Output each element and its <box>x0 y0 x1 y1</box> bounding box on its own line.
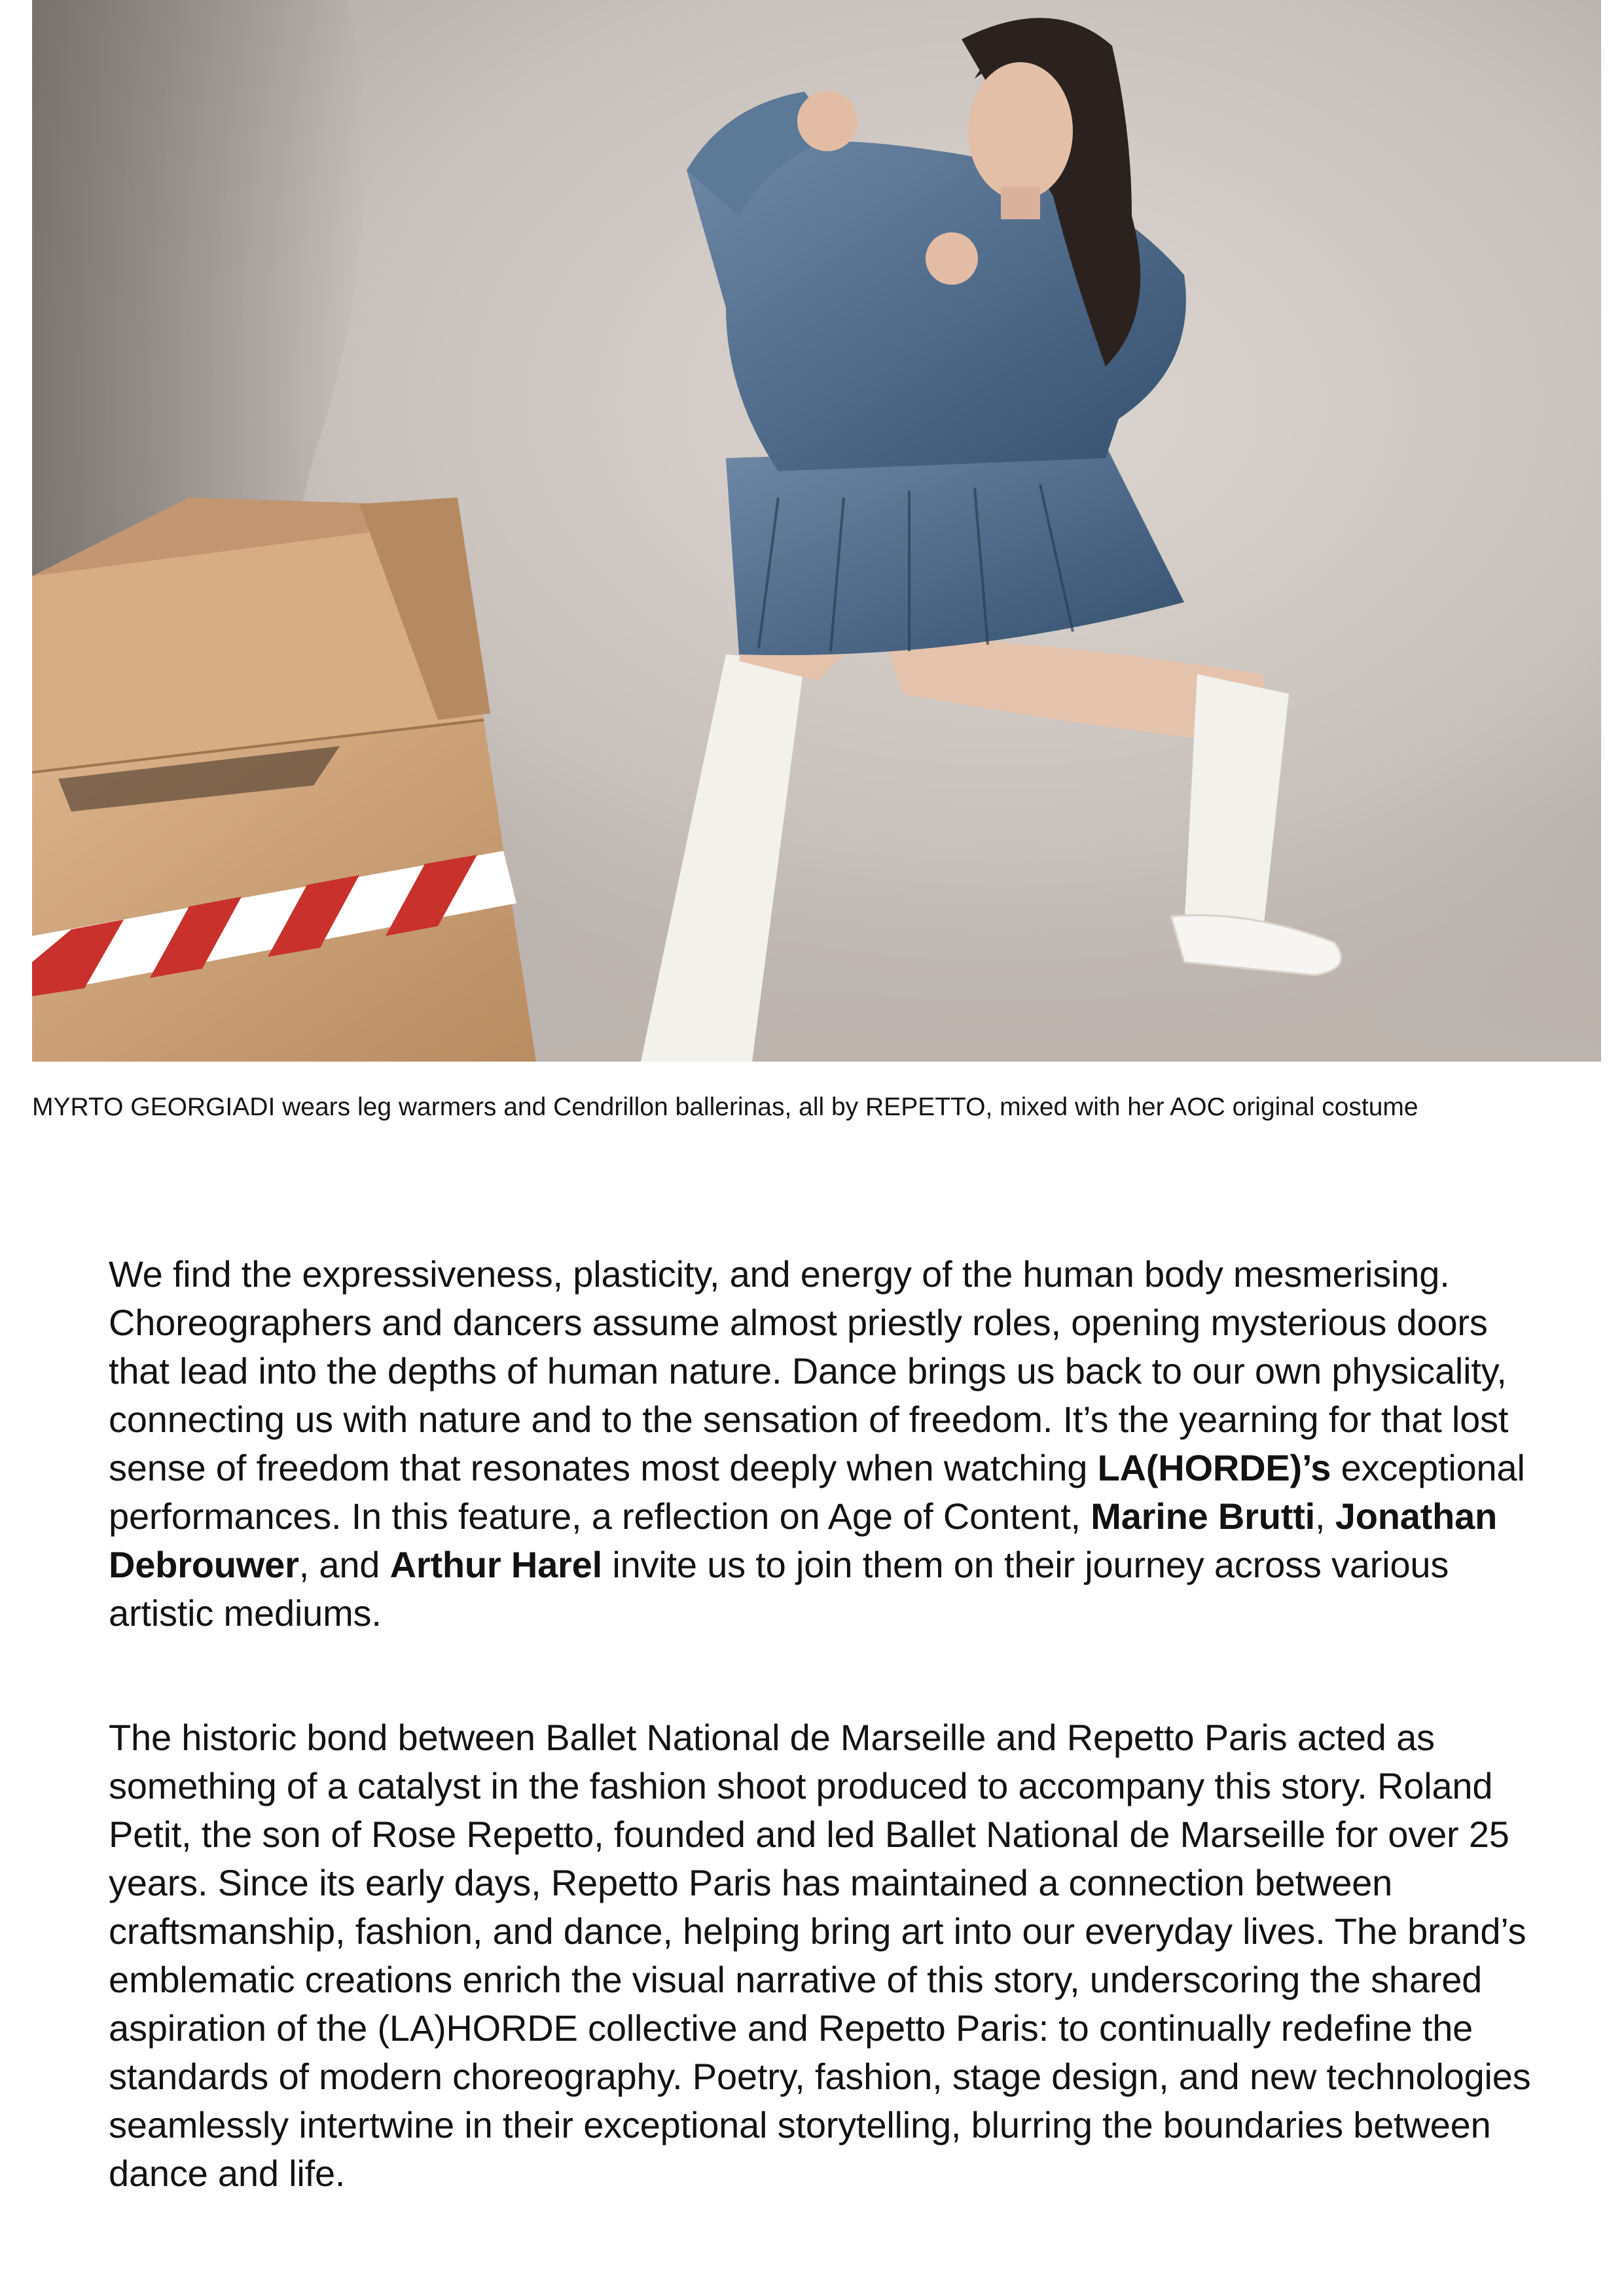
separator-and: , and <box>298 1544 390 1585</box>
intro-text-2: exceptional performances. In this feature, a reflection on Age of Content, <box>109 1447 1525 1537</box>
cardboard-boxes <box>32 497 536 1062</box>
name-marine-brutti: Marine Brutti <box>1091 1496 1316 1537</box>
intro-text-3: invite us to join them on their journey across various artistic mediums. <box>109 1544 1449 1634</box>
photo-caption: MYRTO GEORGIADI wears leg warmers and Cendrillon ballerinas, all by REPETTO, mixed with her AOC original costume <box>32 1093 1418 1121</box>
separator-comma: , <box>1315 1496 1335 1537</box>
intro-text-1: We find the expressiveness, plasticity, and energy of the human body mesmerising. Choreographers and dancers assume almost priestly roles, opening mysterious doors that lead into the depths of human nature. Dance brings us back to our own physicality, connecting us with nature and to the sensation of freedom. It’s the yearning for that lost sense of freedom that resonates most deeply when watching <box>109 1253 1509 1488</box>
dancer-photo-illustration <box>32 0 1601 1062</box>
intro-paragraph <box>109 1250 1555 1638</box>
name-laHorde: LA(HORDE)’s <box>1097 1447 1331 1488</box>
article-body <box>109 1250 1555 2198</box>
body-paragraph: The historic bond between Ballet National de Marseille and Repetto Paris acted as something of a catalyst in the fashion shoot produced to accompany this story. Roland Petit, the son of Rose Repetto, founded and led Ballet National de Marseille for over 25 years. Since its early days, Repetto Paris has maintained a connection between craftsmanship, fashion, and dance, helping bring art into our everyday lives. The brand’s emblematic creations enrich the visual narrative of this story, underscoring the shared aspiration of the (LA)HORDE collective and Repetto Paris: to continually redefine the standards of modern choreography. Poetry, fashion, stage design, and new technologies seamlessly intertwine in their exceptional storytelling, blurring the boundaries between dance and life. <box>109 1717 1531 2194</box>
name-arthur-harel: Arthur Harel <box>389 1544 602 1585</box>
name-jonathan-debrouwer: Jonathan Debrouwer <box>109 1496 1498 1585</box>
editorial-photo <box>32 0 1601 1062</box>
